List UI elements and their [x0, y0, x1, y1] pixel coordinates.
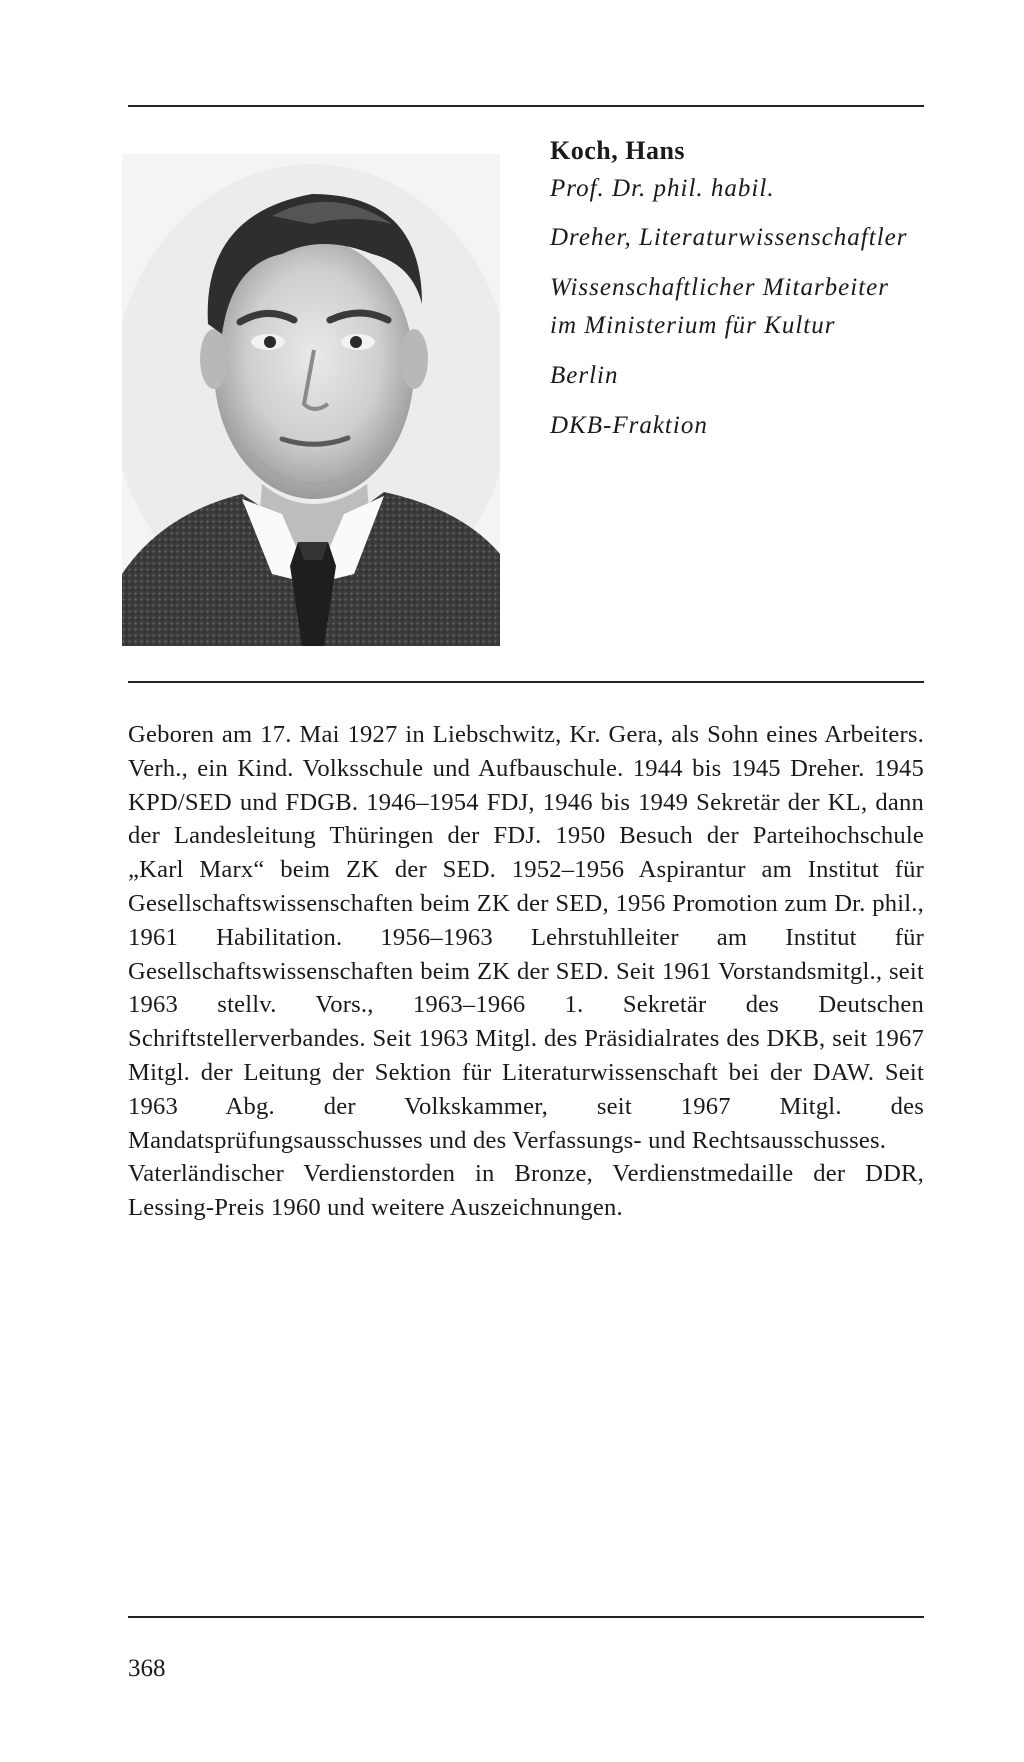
top-rule: [128, 105, 924, 107]
profession: Dreher, Literaturwissenschaftler: [550, 224, 908, 251]
biography-text: Geboren am 17. Mai 1927 in Liebschwitz, Kr. Gera, als Sohn eines Arbeiters. Verh., ein Kind. Volksschule und Aufbauschule. 1944 bis 1945 Dreher. 1945 KPD/SED und FDGB. 1946–1954 FDJ, 1946 bis 1949 Sekretär der KL, dann der Landesleitung Thüringen der FDJ. 1950 Besuch der Parteihochschule „Karl Marx“ beim ZK der SED. 1952–1956 Aspirantur am Institut für Gesellschaftswissenschaften beim ZK der SED, 1956 Promotion zum Dr. phil., 1961 Habilitation. 1956–1963 Lehrstuhlleiter am Institut für Gesellschaftswissenschaften beim ZK der SED. Seit 1961 Vorstandsmitgl., seit 1963 stellv. Vors., 1963–1966 1. Sekretär des Deutschen Schriftstellerverbandes. Seit 1963 Mitgl. des Präsidialrates des DKB, seit 1967 Mitgl. der Leitung der Sektion für Literaturwissenschaft bei der DAW. Seit 1963 Abg. der Volkskammer, seit 1967 Mitgl. des Mandatsprüfungsausschusses und des Verfassungs- und Rechtsausschusses.: [128, 721, 924, 1154]
biography: [128, 718, 924, 1225]
position-line-2: im Ministerium für Kultur: [550, 312, 836, 339]
person-header: [550, 132, 930, 445]
page-number: 368: [128, 1655, 166, 1682]
awards-text: Vaterländischer Verdienstorden in Bronze, Verdienstmedaille der DDR, Lessing-Preis 1960 und weitere Auszeichnungen.: [128, 1160, 924, 1222]
academic-title: Prof. Dr. phil. habil.: [550, 175, 775, 202]
bottom-rule: [128, 1616, 924, 1618]
position-line-1: Wissenschaftlicher Mitarbeiter: [550, 274, 889, 301]
city: Berlin: [550, 362, 619, 389]
portrait-photo: [122, 154, 500, 646]
person-name: Koch, Hans: [550, 136, 686, 165]
middle-rule: [128, 681, 924, 683]
faction: DKB-Fraktion: [550, 412, 708, 439]
